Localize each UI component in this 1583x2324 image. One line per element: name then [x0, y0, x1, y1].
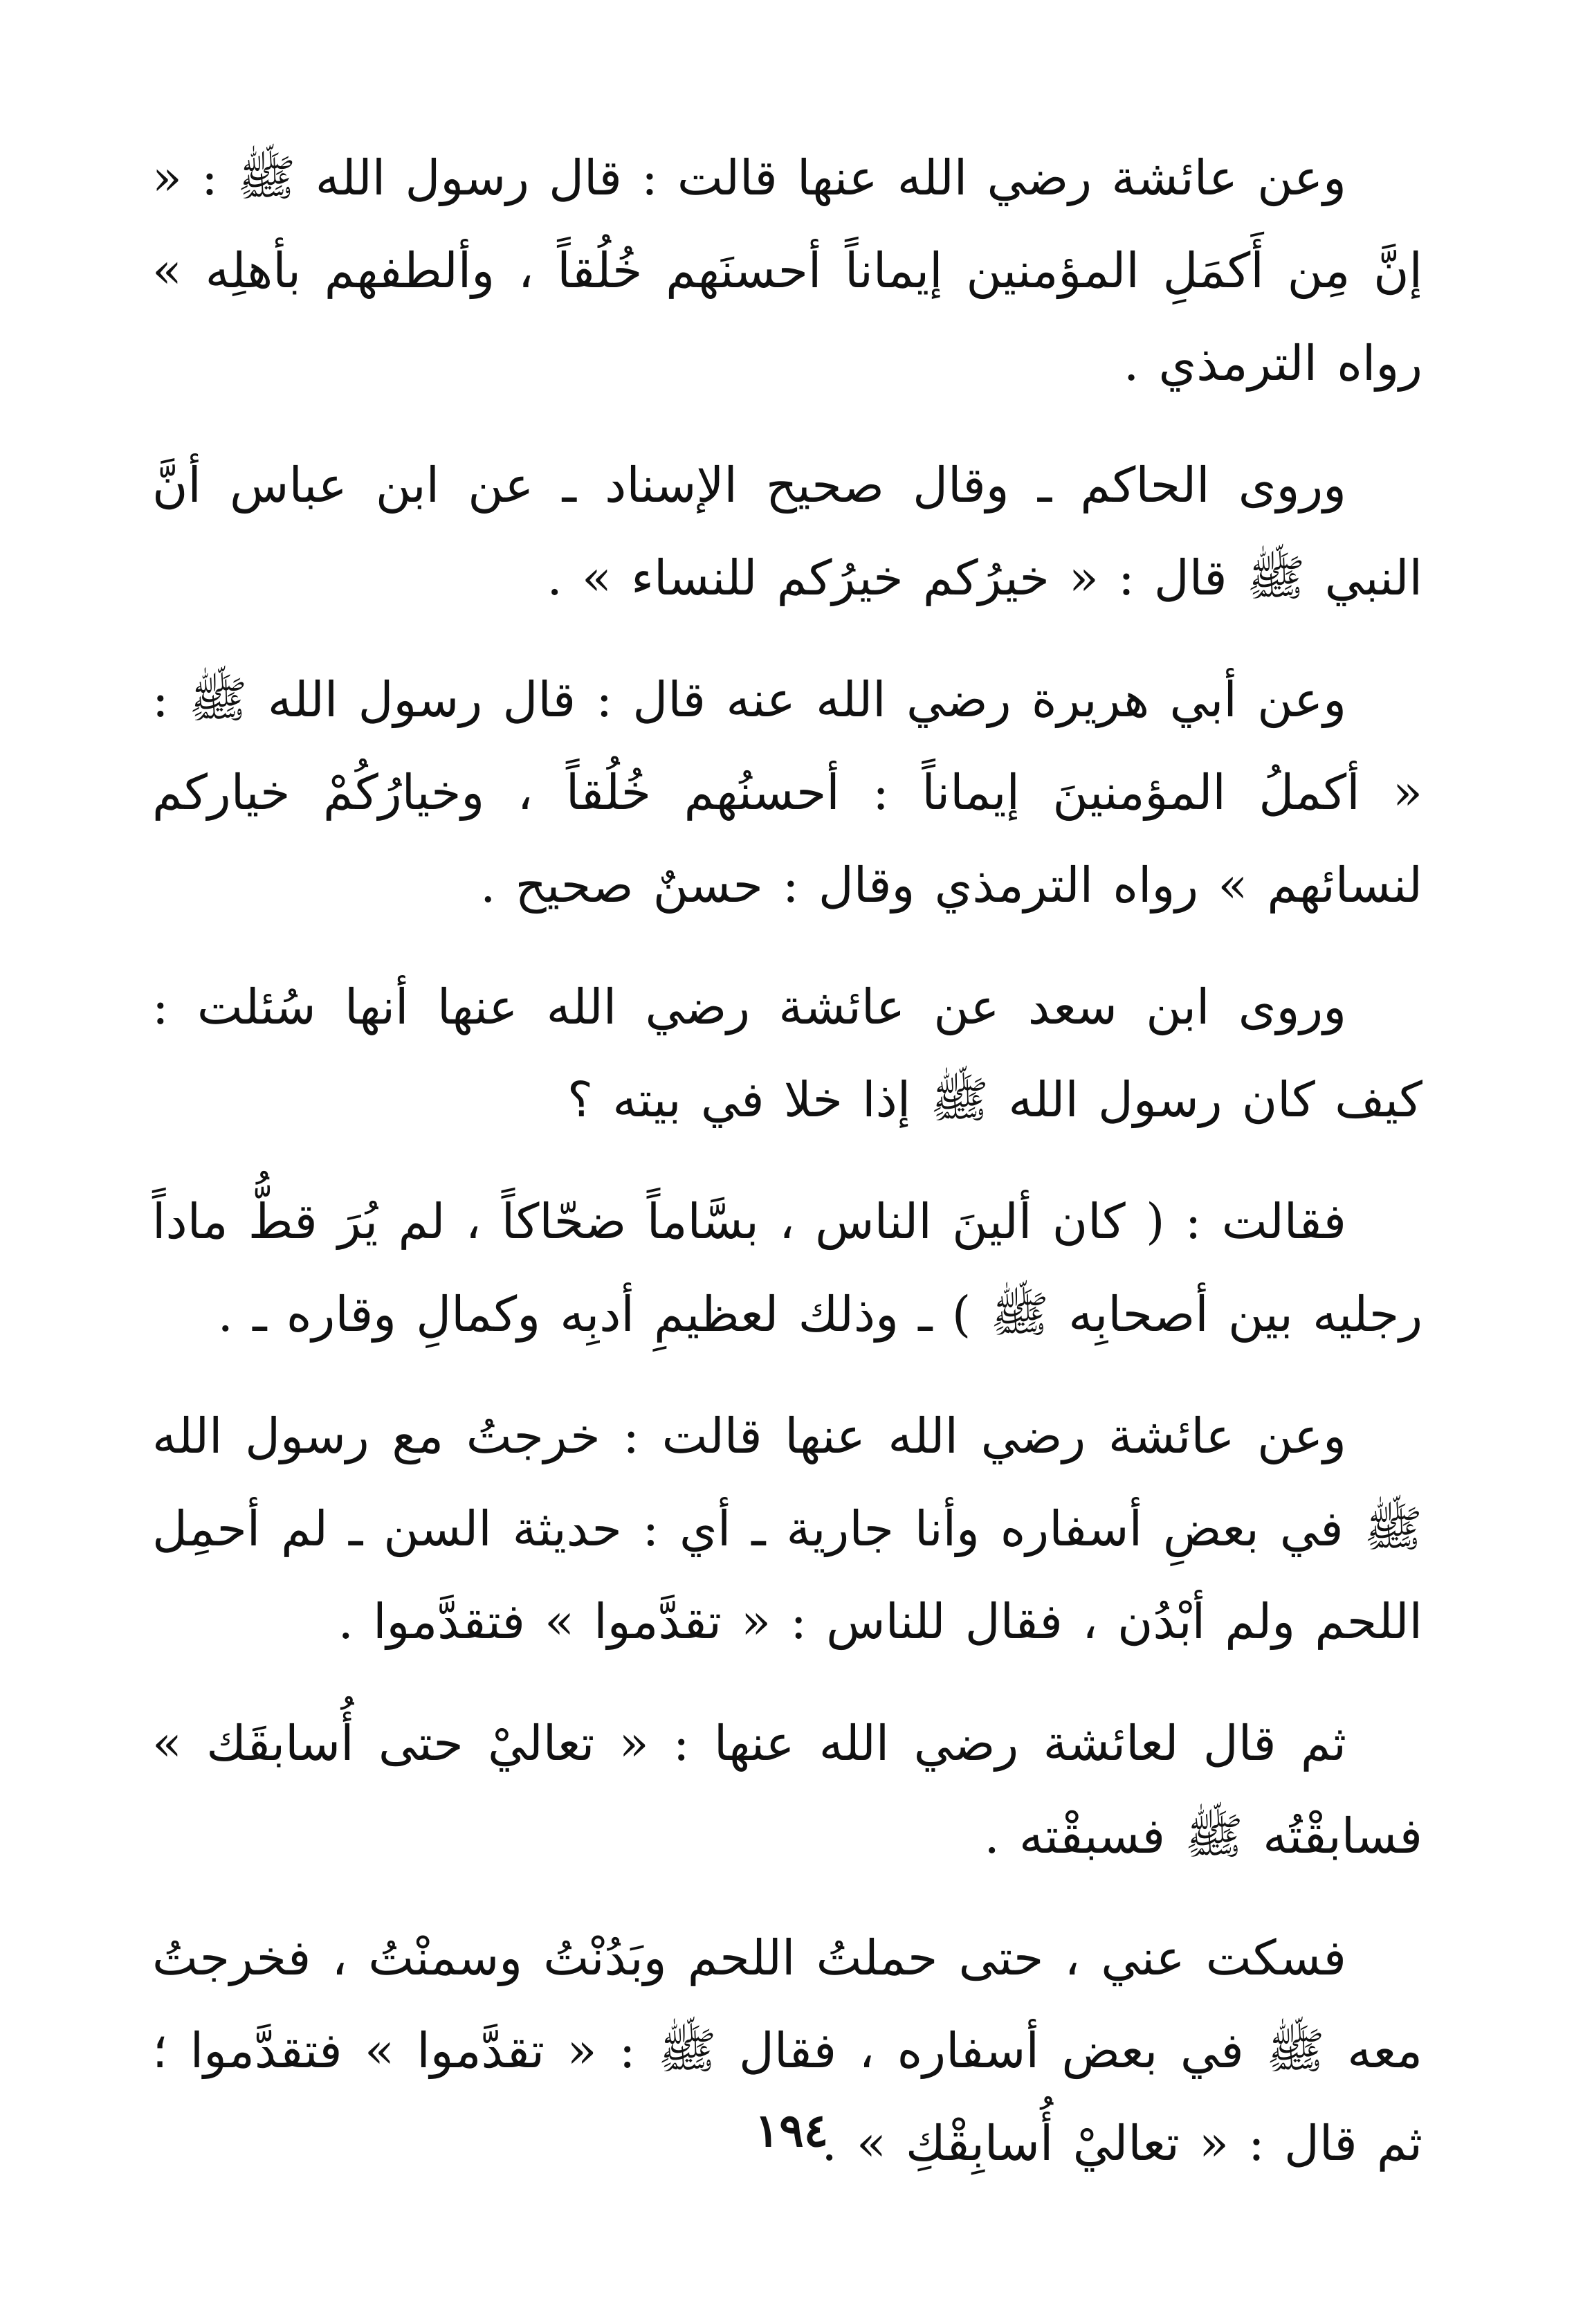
page-body — [152, 131, 1422, 2210]
paragraph-4: وروى ابن سعد عن عائشة رضي الله عنها أنها سُئلت : كيف كان رسول الله ﷺ إذا خلا في بيته ؟ — [152, 979, 1422, 1128]
page-number: ١٩٤ — [754, 2103, 829, 2157]
paragraph-3: وعن أبي هريرة رضي الله عنه قال : قال رسول الله ﷺ : « أكملُ المؤمنينَ إيماناً : أحسنُهم خُلُقاً ، وخيارُكُمْ خياركم لنسائهم » رواه الترمذي وقال : حسنٌ صحيح . — [152, 671, 1422, 914]
paragraph-8: فسكت عني ، حتى حملتُ اللحم وبَدُنْتُ وسمنْتُ ، فخرجتُ معه ﷺ في بعض أسفاره ، فقال ﷺ : « تقدَّموا » فتقدَّموا ؛ ثم قال : « تعاليْ أُسابِقْكِ » . — [152, 1930, 1422, 2172]
paragraph-7: ثم قال لعائشة رضي الله عنها : « تعاليْ حتى أُسابقَك » فسابقْتُه ﷺ فسبقْته . — [152, 1715, 1422, 1864]
paragraph-1: وعن عائشة رضي الله عنها قالت : قال رسول الله ﷺ : « إنَّ مِن أَكمَلِ المؤمنين إيماناً أحسنَهم خُلُقاً ، وألطفهم بأهلِه » رواه الترمذي . — [152, 149, 1422, 392]
paragraph-6: وعن عائشة رضي الله عنها قالت : خرجتُ مع رسول الله ﷺ في بعضِ أسفاره وأنا جارية ـ أي : حديثة السن ـ لم أحمِل اللحم ولم أبْدُن ، فقال للناس : « تقدَّموا » فتقدَّموا . — [152, 1408, 1422, 1650]
paragraph-5: فقالت : ( كان ألينَ الناس ، بسَّاماً ضحّاكاً ، لم يُرَ قطُّ ماداً رجليه بين أصحابِه ﷺ ) ـ وذلك لعظيمِ أدبِه وكمالِ وقاره ـ . — [152, 1193, 1422, 1343]
paragraph-2: وروى الحاكم ـ وقال صحيح الإسناد ـ عن ابن عباس أنَّ النبي ﷺ قال : « خيرُكم خيرُكم للنساء » . — [152, 457, 1422, 606]
